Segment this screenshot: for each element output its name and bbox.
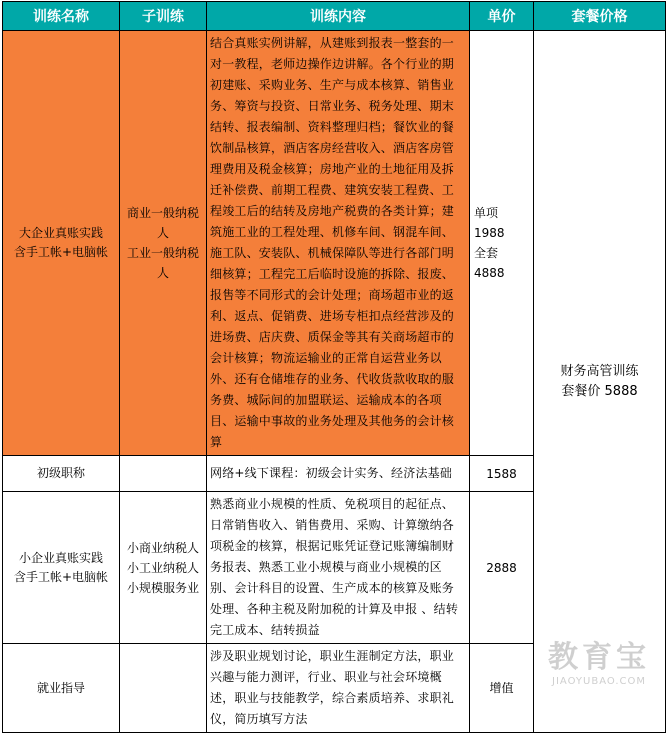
course-name-cell <box>3 31 120 456</box>
course-name-cell <box>3 644 120 733</box>
sub-training-line: 小商业纳税人 <box>126 540 199 555</box>
sub-training-line: 工业一般纳税 <box>126 246 199 260</box>
header-content: 训练内容 <box>207 2 470 31</box>
training-content-cell: 熟悉商业小规模的性质、免税项目的起征点、日常销售收入、销售费用、采购、计算缴纳各项税金的核算，根据记账凭证登记账簿编制财务报表、熟悉工业小规模与商业小规模的区别、会计科目的设置、生产成本的核算及账务处理、各种主税及附加税的计算及申报 、结转完工成本、结转损益 <box>207 492 470 644</box>
unit-price-line: 增值 <box>489 681 514 695</box>
unit-price-line: 2888 <box>486 560 517 575</box>
course-name-line: 就业指导 <box>36 680 85 695</box>
unit-price-cell <box>470 644 534 733</box>
package-price-line: 财务高管训练 <box>560 363 639 379</box>
training-content-cell: 结合真账实例讲解，从建账到报表一整套的一对一教程，老师边操作边讲解。各个行业的期初建账、采购业务、生产与成本核算、销售业务、筹资与投资、日常业务、税务处理、期末结转、报表编制、资料整理归档；餐饮业的餐饮制品核算，酒店客房经营收入、酒店客房管理费用及税金核算；房地产业的土地征用及拆迁补偿费、前期工程费、建筑安装工程费、工程竣工后的结转及房地产税费的各类计算；建筑施工业的工程处理、机修车间、钢混车间、施工队、安装队、机械保障队等进行各部门明细核算；工程完工后临时设施的拆除、报废、报售等不同形式的会计处理；商场超市业的返利、返点、促销费、进场专柜扣点经营涉及的进场费、店庆费、质保金等其有关商场超市的会计核算；物流运输业的正常自运营业务以外、还有仓储堆存的业务、代收货款收取的服务费、城际间的加盟联运、运输成本的各项目、运输中事故的业务处理及其他务的会计核算 <box>207 31 470 456</box>
course-name-line: 大企业真账实践 <box>18 226 103 240</box>
header-package: 套餐价格 <box>534 2 666 31</box>
header-price: 单价 <box>470 2 534 31</box>
sub-training-line: 商业一般纳税 <box>126 206 199 220</box>
sub-training-line: 人 <box>156 266 169 280</box>
sub-training-line: 小工业纳税人 <box>126 560 199 575</box>
watermark-cn: 教育宝 <box>548 640 650 675</box>
course-name-line: 含手工帐+电脑帐 <box>13 569 109 584</box>
course-name-line: 初级职称 <box>36 466 85 480</box>
unit-price-line: 全套 4888 <box>474 246 505 280</box>
header-sub: 子训练 <box>120 2 207 31</box>
table-row <box>3 31 666 456</box>
sub-training-line: 小规模服务业 <box>126 580 199 595</box>
sub-training-line: 人 <box>156 226 169 240</box>
unit-price-cell <box>470 456 534 492</box>
sub-training-cell <box>120 456 207 492</box>
sub-training-cell <box>120 31 207 456</box>
unit-price-cell <box>470 31 534 456</box>
unit-price-line: 1588 <box>486 466 517 481</box>
package-price-line: 套餐价 5888 <box>561 383 638 399</box>
training-content-cell: 网络+线下课程：初级会计实务、经济法基础 <box>207 456 470 492</box>
unit-price-cell <box>470 492 534 644</box>
course-name-cell <box>3 492 120 644</box>
header-name: 训练名称 <box>3 2 120 31</box>
training-content-cell: 涉及职业规划讨论，职业生涯制定方法，职业兴趣与能力测评，行业、职业与社会环境概述，职业与技能教学，综合素质培养、求职礼仪，简历填写方法 <box>207 644 470 733</box>
sub-training-cell <box>120 492 207 644</box>
course-name-cell <box>3 456 120 492</box>
course-table <box>2 1 666 733</box>
course-name-line: 含手工帐+电脑帐 <box>13 245 109 259</box>
unit-price-line: 单项 1988 <box>474 206 505 240</box>
header-row <box>3 2 666 31</box>
watermark-en: JIAOYUBAO.COM <box>552 676 646 687</box>
course-name-line: 小企业真账实践 <box>18 550 103 565</box>
package-price-cell <box>534 31 666 733</box>
sub-training-cell <box>120 644 207 733</box>
